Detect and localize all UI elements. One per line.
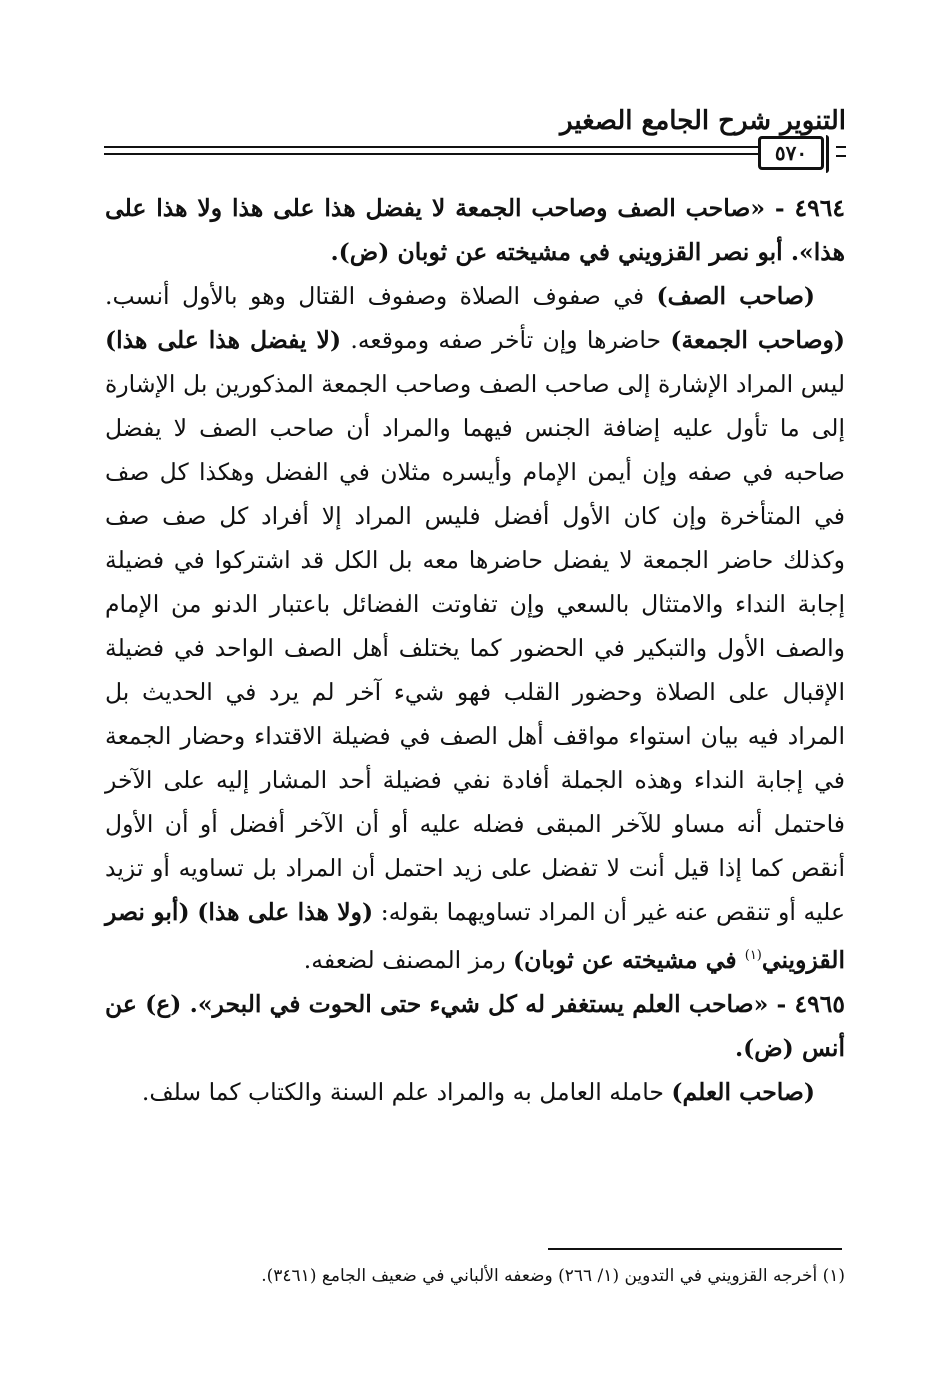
header-rule-bottom bbox=[104, 153, 758, 155]
lemma-sahib-alsaff: (صاحب الصف) bbox=[656, 282, 816, 310]
running-title: التنوير شرح الجامع الصغير bbox=[560, 106, 846, 136]
entry-number: ٤٩٦٥ - bbox=[768, 989, 845, 1018]
footnote-separator bbox=[548, 1248, 842, 1250]
hadith-text: «صاحب العلم يستغفر له كل شيء حتى الحوت في البحر» bbox=[197, 989, 769, 1018]
hadith-entry-4965 bbox=[105, 982, 845, 1070]
footnote-marker[interactable]: (١) bbox=[744, 948, 762, 963]
hadith-text: «صاحب الصف وصاحب الجمعة لا يفضل هذا على هذا ولا هذا على هذا» bbox=[105, 194, 845, 266]
commentary-text: في صفوف الصلاة وصفوف القتال وهو بالأول أنسب. bbox=[105, 282, 657, 310]
header-rule-top bbox=[104, 146, 758, 148]
lemma-abu-nasr: (أبو نصر القزويني bbox=[105, 898, 845, 974]
lemma-sahib-alilm: (صاحب العلم) bbox=[671, 1077, 815, 1106]
hadith-source: . أبو نصر القزويني في مشيخته عن ثوبان (ض). bbox=[330, 238, 800, 266]
commentary-4964 bbox=[105, 274, 845, 982]
hadith-source: . (ع) عن أنس (ض). bbox=[105, 989, 845, 1062]
commentary-text: رمز المصنف لضعفه. bbox=[303, 945, 514, 974]
commentary-text: حاضرها وإن تأخر صفه وموقعه. bbox=[341, 326, 671, 354]
commentary-4965 bbox=[105, 1070, 845, 1114]
commentary-text: حامله العامل به والمراد علم السنة والكتاب كما سلف. bbox=[141, 1077, 672, 1106]
hadith-entry-4964 bbox=[105, 186, 845, 274]
commentary-text: ليس المراد الإشارة إلى صاحب الصف وصاحب الجمعة المذكورين بل الإشارة إلى ما تأول عليه إضافة الجنس فيهما والمراد أن صاحب الصف لا يفضل صاحبه في صفه وإن أيمن الإمام وأيسره مثلان في الفضل وهكذا كل صف في المتأخرة وإن كان الأول أفضل فليس المراد إلا أفراد كل صف صف وكذلك حاضر الجمعة لا يفضل حاضرها معه بل الكل قد اشتركوا في فضيلة إجابة النداء والامتثال بالسعي وإن تفاوتت الفضائل باعتبار الدنو من الإمام والصف الأول والتبكير في الحضور كما يختلف أهل الصف الواحد في فضيلة الإقبال على الصلاة وحضور القلب فهو شيء آخر لم يرد في الحديث بل المراد فيه بيان استواء مواقف أهل الصف في فضيلة الاقتداء وحضار الجمعة في إجابة النداء وهذه الجملة أفادة نفي فضيلة أحد المشار إليه على الآخر فاحتمل أنه مساو للآخر المبقى فضله عليه أو أن الآخر أفضل أو أن الأول أنقص كما إذا قيل أنت لا تفضل على زيد احتمل أن المراد بل تساويه أو تزيد عليه أو تنقص عنه غير أن المراد تساويهما بقوله: bbox=[105, 370, 845, 926]
footnote: (١) أخرجه القزويني في التدوين (١/ ٢٦٦) وضعفه الألباني في ضعيف الجامع (٣٤٦١). bbox=[261, 1266, 845, 1286]
lemma-mashyakha: في مشيخته عن ثوبان) bbox=[513, 945, 745, 974]
main-text bbox=[105, 186, 845, 1114]
entry-number: ٤٩٦٤ - bbox=[765, 194, 845, 222]
lemma-sahib-aljumua: (وصاحب الجمعة) bbox=[670, 326, 846, 354]
lemma-wala-hadha: (ولا هذا على هذا) bbox=[197, 898, 374, 926]
header-rule-right-bottom bbox=[836, 155, 846, 157]
lemma-la-yafdul: (لا يفضل هذا على هذا) bbox=[105, 326, 342, 354]
page-number: ٥٧٠ bbox=[758, 136, 824, 170]
header-rule-right-top bbox=[836, 146, 846, 148]
